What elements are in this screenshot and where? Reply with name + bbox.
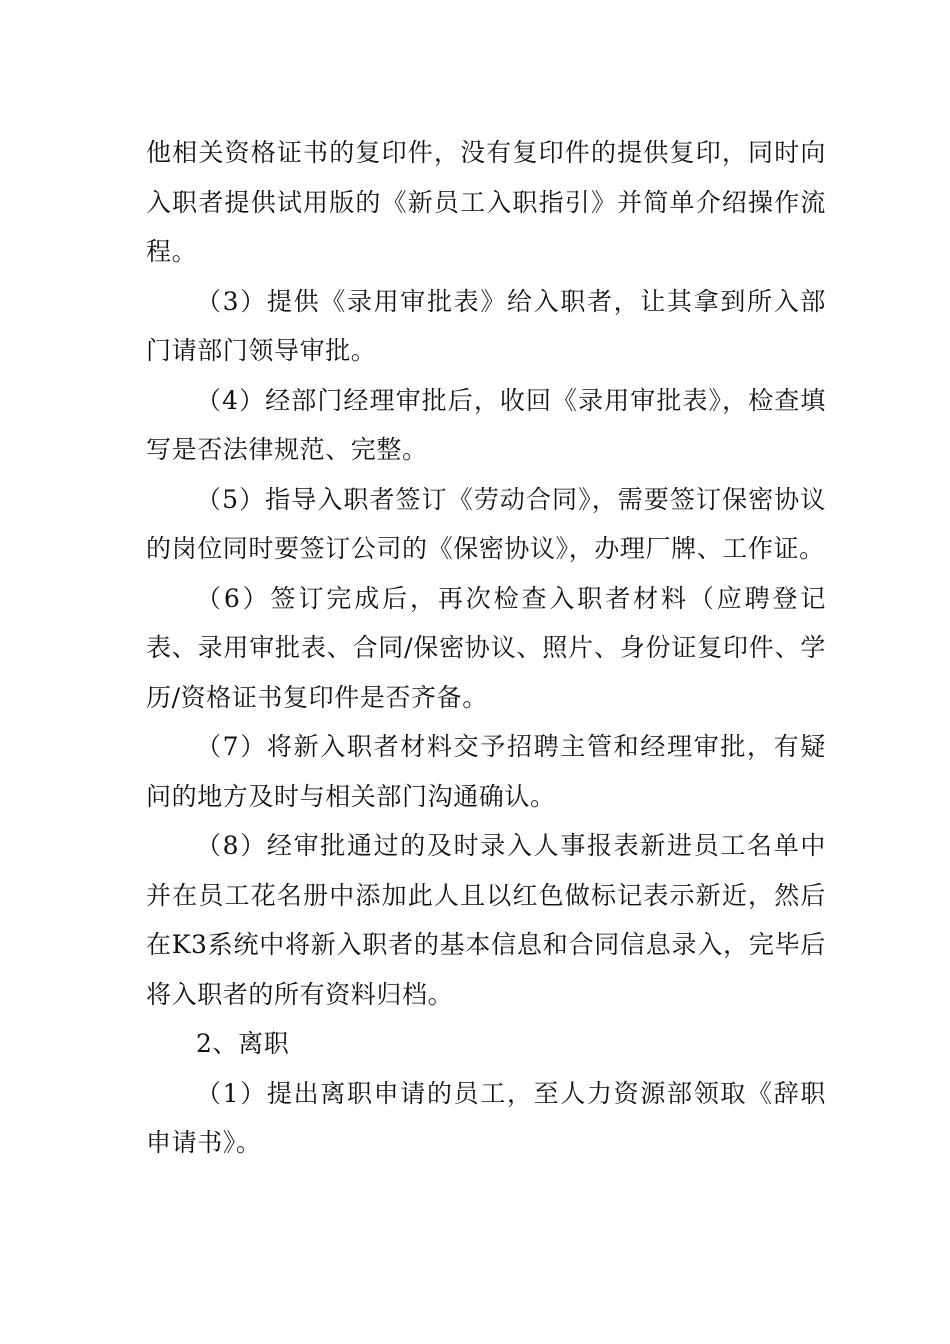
document-body	[146, 128, 826, 1168]
paragraph-step-5: （5）指导入职者签订《劳动合同》，需要签订保密协议的岗位同时要签订公司的《保密协议》，办理厂牌、工作证。	[146, 484, 826, 563]
paragraph-continued: 他相关资格证书的复印件，没有复印件的提供复印，同时向入职者提供试用版的《新员工入职指引》并简单介绍操作流程。	[146, 138, 826, 266]
paragraph-step-8: （8）经审批通过的及时录入人事报表新进员工名单中并在员工花名册中添加此人且以红色做标记表示新近，然后在K3系统中将新入职者的基本信息和合同信息录入，完毕后将入职者的所有资料归档。	[146, 831, 826, 1009]
paragraph-step-4: （4）经部门经理审批后，收回《录用审批表》，检查填写是否法律规范、完整。	[146, 385, 826, 464]
paragraph-step-6: （6）签订完成后，再次检查入职者材料（应聘登记表、录用审批表、合同/保密协议、照片、身份证复印件、学历/资格证书复印件是否齐备。	[146, 583, 826, 712]
section-heading-resignation: 2、离职	[196, 1029, 290, 1058]
paragraph-step-7: （7）将新入职者材料交予招聘主管和经理审批，有疑问的地方及时与相关部门沟通确认。	[146, 732, 826, 811]
paragraph-resignation-step-1: （1）提出离职申请的员工，至人力资源部领取《辞职申请书》。	[146, 1078, 826, 1157]
paragraph-step-3: （3）提供《录用审批表》给入职者，让其拿到所入部门请部门领导审批。	[146, 286, 826, 365]
